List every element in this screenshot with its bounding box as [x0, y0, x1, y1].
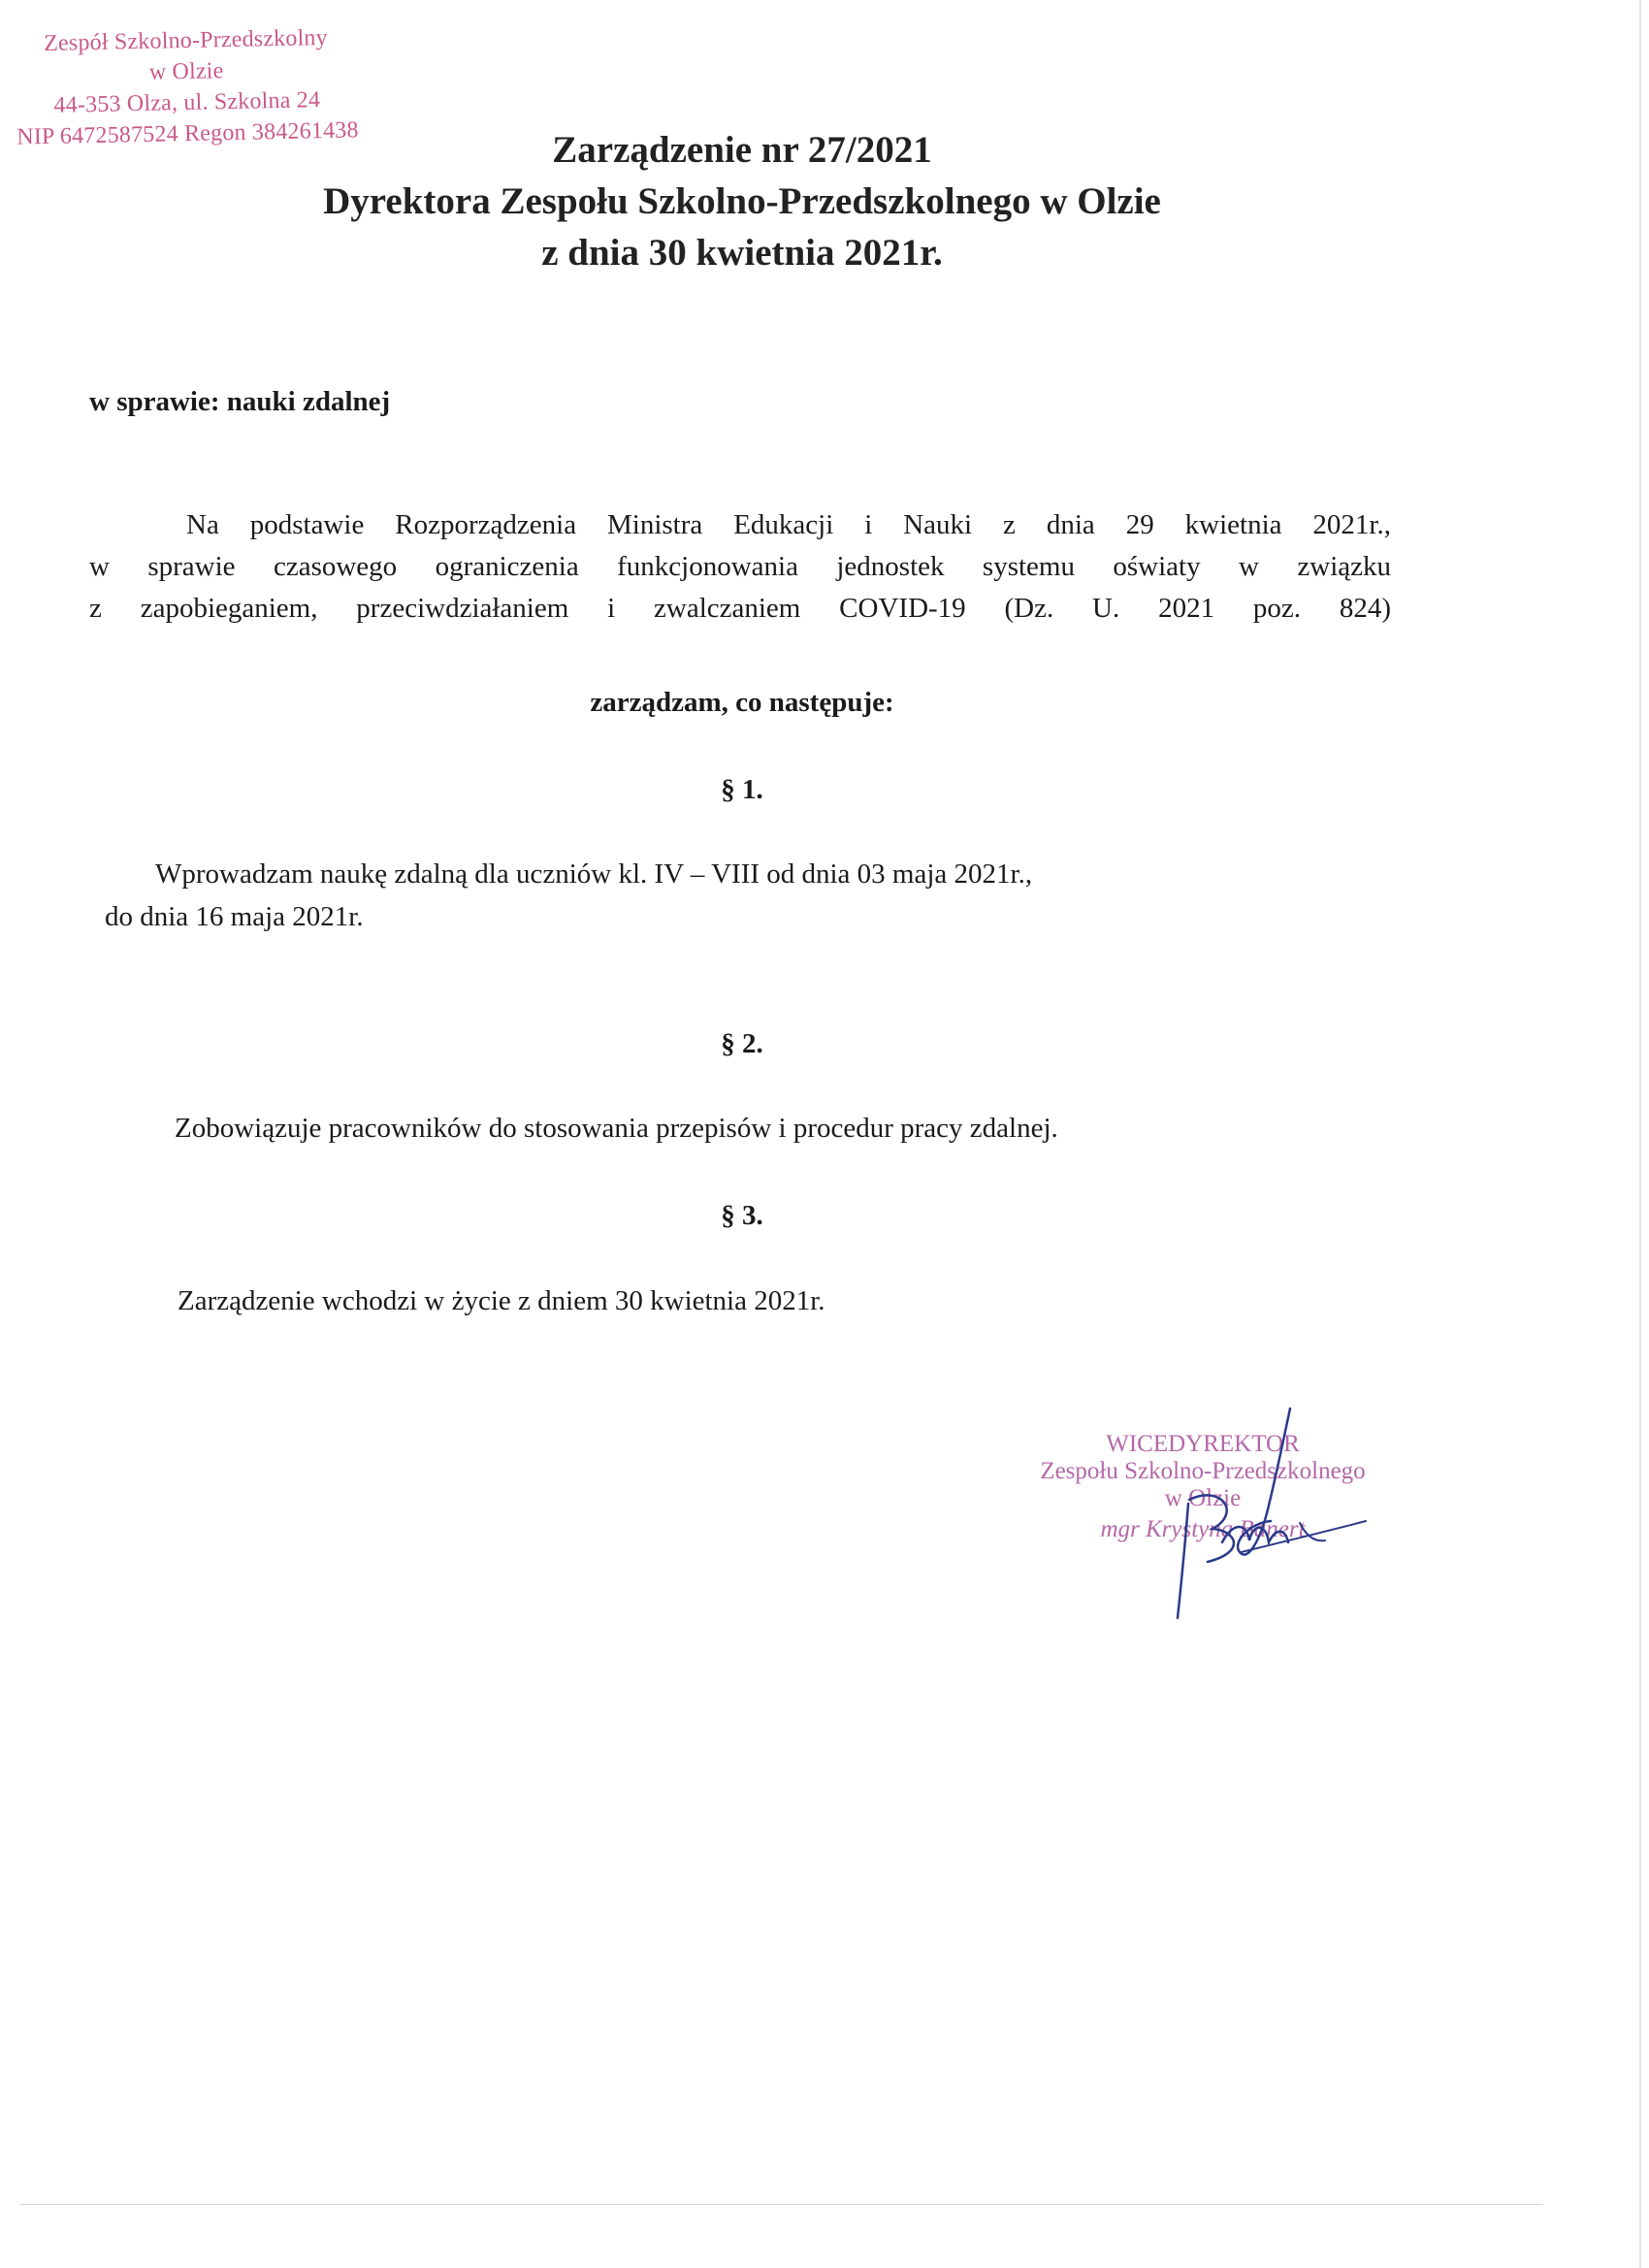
section-3-mark: § 3. [721, 1200, 763, 1231]
stamp-person: mgr Krystyna Banert [1100, 1516, 1306, 1542]
section-2-text: Zobowiązuje pracowników do stosowania przepisów i procedur pracy zdalnej. [175, 1113, 1058, 1144]
document-title [0, 124, 1484, 278]
subject-line: w sprawie: nauki zdalnej [89, 386, 391, 417]
bottom-rule [19, 2204, 1542, 2205]
section-3-text: Zarządzenie wchodzi w życie z dniem 30 kwietnia 2021r. [178, 1285, 825, 1316]
stamp-role: WICEDYREKTOR [1106, 1431, 1300, 1457]
title-number: Zarządzenie nr 27/2021 [552, 129, 932, 171]
stamp-line-town: w Olzie [148, 58, 224, 85]
section-2-mark: § 2. [721, 1028, 763, 1059]
page-edge [1639, 0, 1641, 2268]
section-1-mark: § 1. [721, 774, 763, 805]
stamp-line-address: 44-353 Olza, ul. Szkolna 24 [53, 87, 321, 118]
section-1-text-line-2: do dnia 16 maja 2021r. [105, 901, 364, 932]
stamp-line-school: Zespół Szkolno-Przedszkolny [43, 24, 329, 57]
handwritten-signature [1077, 1407, 1387, 1620]
legal-basis-paragraph [89, 504, 1391, 630]
section-1-text-line-1: Wprowadzam naukę zdalną dla uczniów kl. IV – VIII od dnia 03 maja 2021r., [155, 859, 1033, 890]
basis-line-3: z zapobieganiem, przeciwdziałaniem i zwalczaniem COVID-19 (Dz. U. 2021 poz. 824) [89, 593, 1391, 624]
stamp-place: w Olzie [1164, 1485, 1242, 1511]
stamp-institution: Zespołu Szkolno-Przedszkolnego [1040, 1458, 1366, 1484]
basis-line-2: w sprawie czasowego ograniczenia funkcjonowania jednostek systemu oświaty w związku [89, 551, 1391, 582]
title-issuer: Dyrektora Zespołu Szkolno-Przedszkolnego w Olzie [323, 180, 1161, 222]
stamp-line-ids: NIP 6472587524 Regon 384261438 [16, 117, 359, 150]
basis-line-1: Na podstawie Rozporządzenia Ministra Edukacji i Nauki z dnia 29 kwietnia 2021r., [186, 509, 1391, 540]
decree-statement: zarządzam, co następuje: [590, 687, 894, 718]
title-date: z dnia 30 kwietnia 2021r. [541, 232, 943, 274]
